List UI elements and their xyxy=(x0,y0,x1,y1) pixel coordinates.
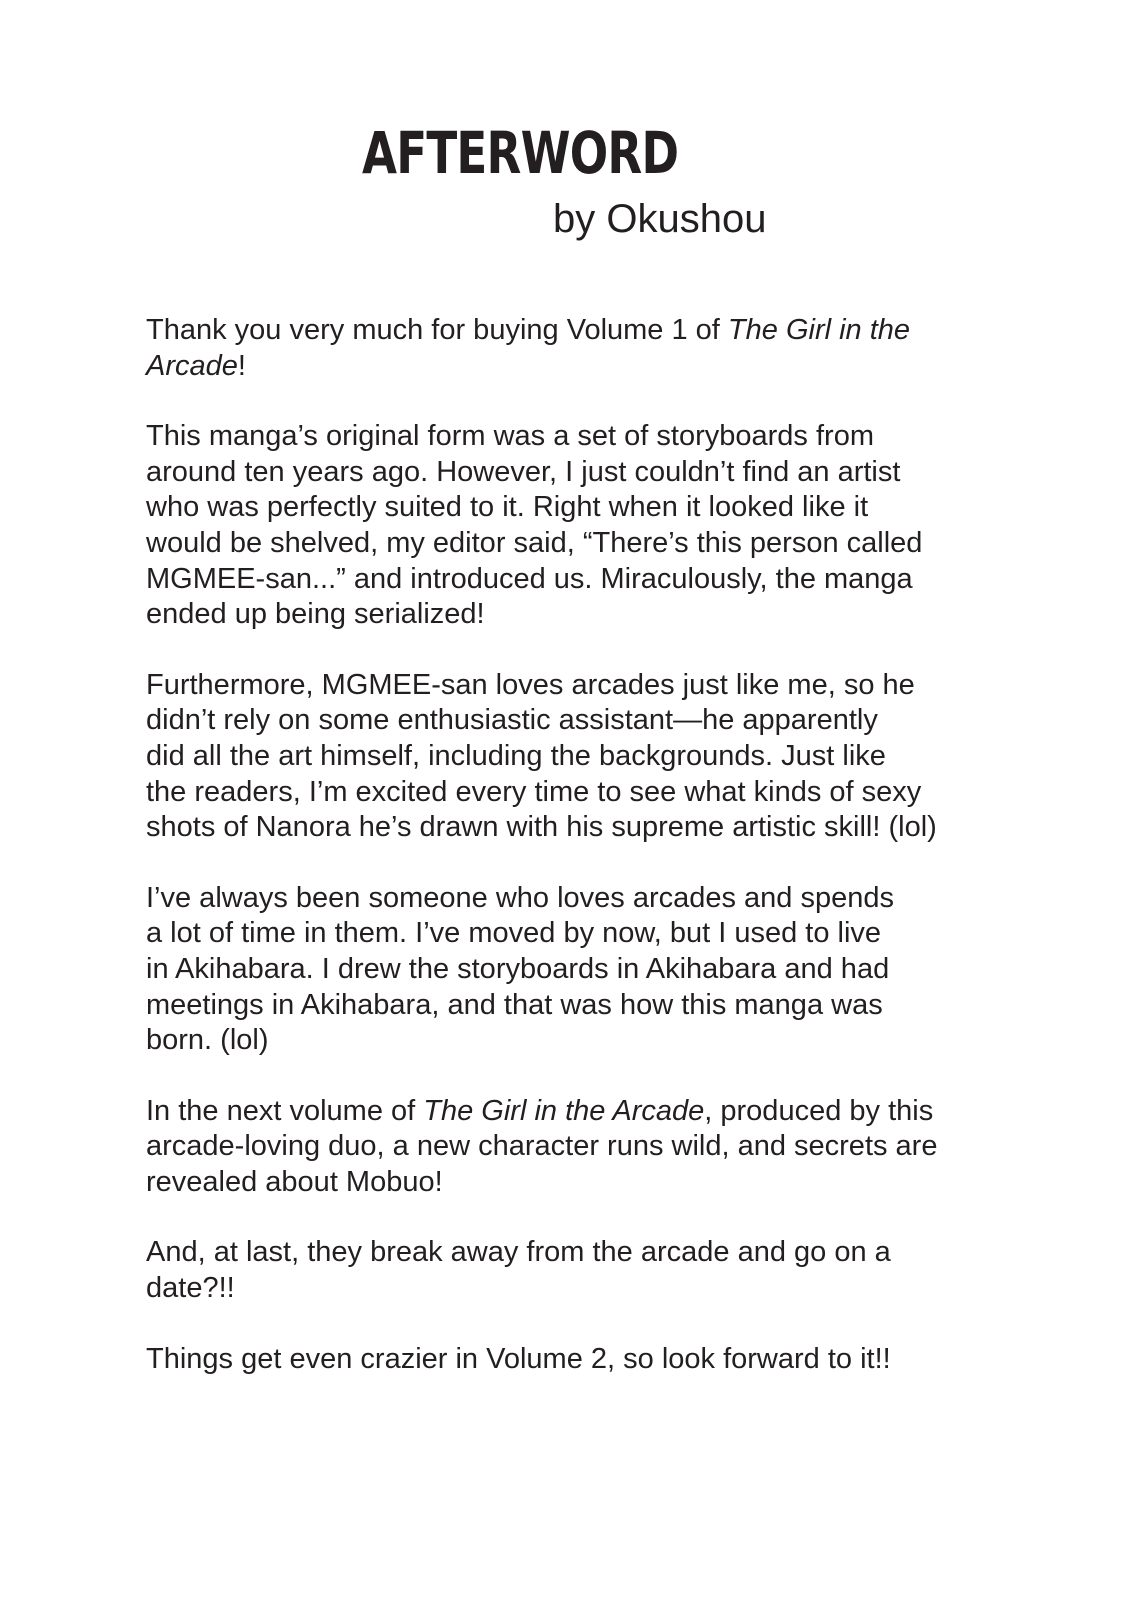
text-line: Things get even crazier in Volume 2, so look forward to it!! xyxy=(146,1342,891,1375)
paragraph xyxy=(146,881,1046,1059)
text-line: the readers, I’m excited every time to see what kinds of sexy xyxy=(146,775,922,808)
text-line: Furthermore, MGMEE-san loves arcades just like me, so he xyxy=(146,668,915,701)
text-line: date?!! xyxy=(146,1272,235,1305)
text-line: Thank you very much for buying Volume 1 of The Girl in the xyxy=(146,314,911,346)
page-title: AFTERWORD xyxy=(362,119,679,187)
text-line: arcade-loving duo, a new character runs wild, and secrets are xyxy=(146,1130,938,1163)
paragraph xyxy=(146,313,1046,384)
paragraph xyxy=(146,1235,1046,1306)
text-line: In the next volume of The Girl in the Arcade, produced by this xyxy=(146,1094,934,1127)
text-line: a lot of time in them. I’ve moved by now, but I used to live xyxy=(146,917,882,950)
text-line: ended up being serialized! xyxy=(146,598,485,631)
paragraph xyxy=(146,419,1046,633)
text-line: born. (lol) xyxy=(146,1024,269,1057)
book-title: The Girl in the xyxy=(727,314,911,346)
paragraph xyxy=(146,1342,1046,1378)
author-byline: by Okushou xyxy=(553,197,767,241)
text-line: who was perfectly suited to it. Right when it looked like it xyxy=(146,491,869,524)
text-line: did all the art himself, including the backgrounds. Just like xyxy=(146,739,886,772)
text-line: in Akihabara. I drew the storyboards in Akihabara and had xyxy=(146,952,890,985)
text-line: shots of Nanora he’s drawn with his supreme artistic skill! (lol) xyxy=(146,811,937,844)
book-title: The Girl in the Arcade xyxy=(423,1094,705,1127)
text-line: would be shelved, my editor said, “There’s this person called xyxy=(146,526,923,559)
text-line: This manga’s original form was a set of storyboards from xyxy=(146,420,874,453)
paragraph xyxy=(146,668,1046,846)
book-title: Arcade xyxy=(146,349,238,382)
text-line: didn’t rely on some enthusiastic assistant—he apparently xyxy=(146,704,878,737)
text-line: Arcade! xyxy=(146,349,246,382)
text-line: around ten years ago. However, I just couldn’t find an artist xyxy=(146,455,901,488)
text-line: I’ve always been someone who loves arcades and spends xyxy=(146,881,895,914)
text-line: MGMEE-san...” and introduced us. Miraculously, the manga xyxy=(146,562,913,595)
paragraph xyxy=(146,1094,1046,1201)
text-line: revealed about Mobuo! xyxy=(146,1165,443,1198)
afterword-body xyxy=(146,313,1046,1412)
text-line: And, at last, they break away from the arcade and go on a xyxy=(146,1236,891,1269)
text-line: meetings in Akihabara, and that was how this manga was xyxy=(146,988,883,1021)
